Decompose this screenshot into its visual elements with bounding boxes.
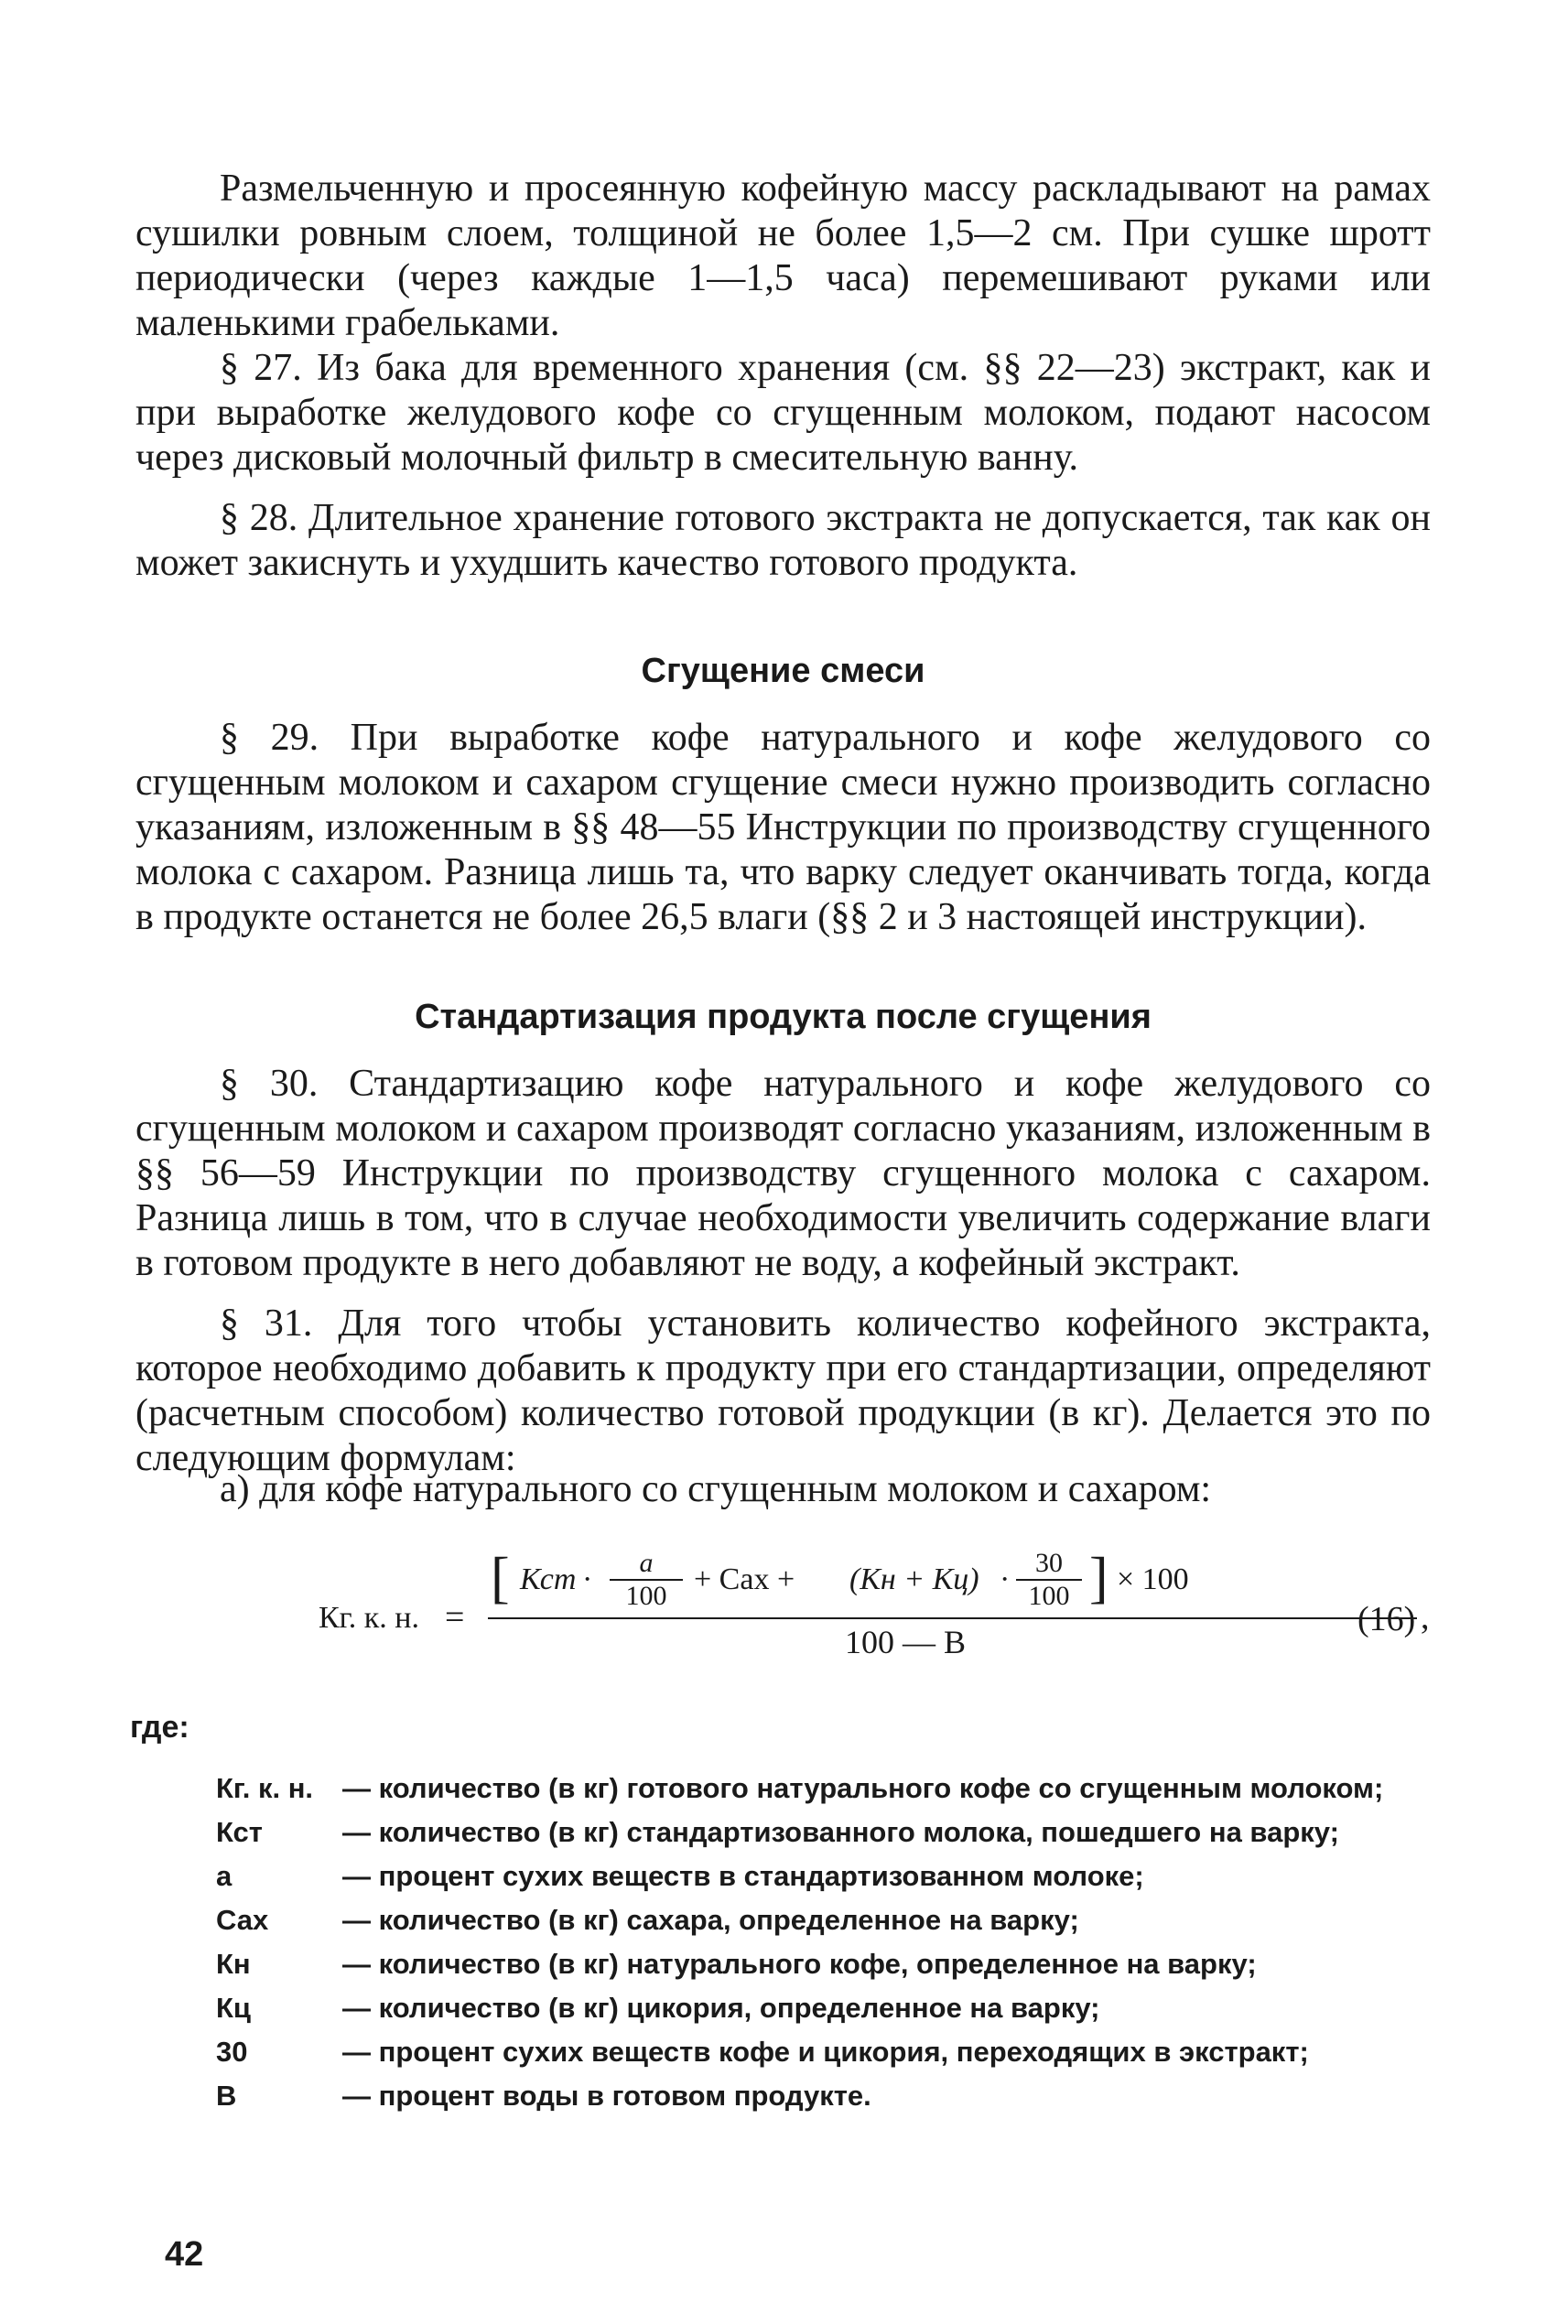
paragraph-a: а) для кофе натурального со сгущенным молоком и сахаром: <box>220 1468 1212 1510</box>
definition-item <box>216 1947 1433 1982</box>
paragraph-29: § 29. При выработке кофе натурального и кофе желудового со сгущенным молоком и сахаром сгущение смеси нужно производить согласно указаниям, изложенным в §§ 48—55 Инструкции по производству сгущенного молока с сахаром. Разница лишь та, что варку следует оканчивать тогда, когда в продукте останется не более 26,5 влаги (§§ 2 и 3 настоящей инструкции). <box>135 717 1431 938</box>
definition-text: — процент воды в готовом продукте. <box>342 2080 871 2112</box>
definition-item <box>216 1991 1433 2026</box>
definition-text: — количество (в кг) сахара, определенное на варку; <box>342 1904 1079 1936</box>
definition-symbol: Кн <box>216 1948 251 1980</box>
left-bracket: [ <box>491 1547 510 1609</box>
fraction-a-top: a <box>639 1548 654 1578</box>
formula-comma: , <box>1421 1598 1430 1637</box>
definition-symbol: Кст <box>216 1816 263 1848</box>
page-number: 42 <box>165 2235 204 2274</box>
fraction-30-bottom: 100 <box>1028 1581 1070 1611</box>
term-kn-kc: (Кн + Кц) <box>849 1562 979 1596</box>
term-dot-2: · <box>1000 1562 1011 1596</box>
definition-text: — процент сухих веществ в стандартизованном молоке; <box>342 1860 1144 1892</box>
fraction-a-100 <box>610 1550 683 1610</box>
definition-text: — количество (в кг) готового натурального кофе со сгущенным молоком; <box>342 1772 1384 1804</box>
fraction-a-bottom: 100 <box>625 1581 667 1611</box>
term-dot: · <box>582 1562 593 1596</box>
formula-equals: = <box>445 1598 465 1637</box>
definition-item <box>216 1815 1433 1850</box>
definitions-list <box>216 1771 1433 2123</box>
definition-item <box>216 1903 1433 1938</box>
paragraph-27: § 27. Из бака для временного хранения (см. §§ 22—23) экстракт, как и при выработке желудового кофе со сгущенным молоком, подают насосом через дисковый молочный фильтр в смесительную ванну. <box>135 347 1431 479</box>
fraction-30-100 <box>1016 1550 1082 1610</box>
definition-item <box>216 1771 1433 1806</box>
definition-symbol: Кг. к. н. <box>216 1772 314 1804</box>
definition-symbol: В <box>216 2080 237 2112</box>
paragraph-30: § 30. Стандартизацию кофе натурального и кофе желудового со сгущенным молоком и сахаром производят согласно указаниям, изложенным в §§ 56—59 Инструкции по производству сгущенного молока с сахаром. Разница лишь в том, что в случае необходимости увеличить содержание влаги в готовом продукте в него добавляют не воду, а кофейный экстракт. <box>135 1063 1431 1284</box>
paragraph-drying: Размельченную и просеянную кофейную массу раскладывают на рамах сушилки ровным слоем, толщиной не более 1,5—2 см. При сушке шротт периодически (через каждые 1—1,5 часа) перемешивают руками или маленькими грабельками. <box>135 168 1431 344</box>
term-plus-sah: + Сах + <box>694 1562 795 1596</box>
formula-number: (16) <box>1357 1600 1416 1638</box>
paragraph-31: § 31. Для того чтобы установить количество кофейного экстракта, которое необходимо добавить к продукту при его стандартизации, определяют (расчетным способом) количество готовой продукции (в кг). Делается это по следующим формулам: <box>135 1303 1431 1479</box>
definition-item <box>216 2079 1433 2113</box>
definition-text: — количество (в кг) натурального кофе, определенное на варку; <box>342 1948 1257 1980</box>
right-bracket: ] <box>1089 1547 1108 1609</box>
heading-standardization: Стандартизация продукта после сгущения <box>415 998 1152 1036</box>
definition-symbol: 30 <box>216 2036 248 2068</box>
term-times-100: × 100 <box>1117 1562 1189 1596</box>
where-label: где: <box>130 1710 189 1745</box>
definition-symbol: а <box>216 1860 232 1892</box>
formula-lhs: Кг. к. н. <box>319 1601 420 1635</box>
paragraph-28: § 28. Длительное хранение готового экстракта не допускается, так как он может закиснуть и ухудшить качество готового продукта. <box>135 497 1431 584</box>
definition-symbol: Сах <box>216 1904 269 1936</box>
definition-text: — количество (в кг) стандартизованного молока, пошедшего на варку; <box>342 1816 1339 1848</box>
formula-16 <box>135 1547 1431 1687</box>
fraction-30-top: 30 <box>1035 1548 1063 1578</box>
heading-condensing: Сгущение смеси <box>641 652 925 690</box>
formula-denominator: 100 — В <box>845 1624 967 1660</box>
definition-text: — процент сухих веществ кофе и цикория, переходящих в экстракт; <box>342 2036 1309 2068</box>
definition-item <box>216 2035 1433 2070</box>
definition-text: — количество (в кг) цикория, определенное на варку; <box>342 1992 1100 2024</box>
definition-symbol: Кц <box>216 1992 251 2024</box>
term-kst: Кст <box>520 1562 577 1596</box>
definition-item <box>216 1859 1433 1894</box>
formula-numerator <box>491 1547 1415 1611</box>
formula-fraction-bar <box>488 1617 1417 1619</box>
